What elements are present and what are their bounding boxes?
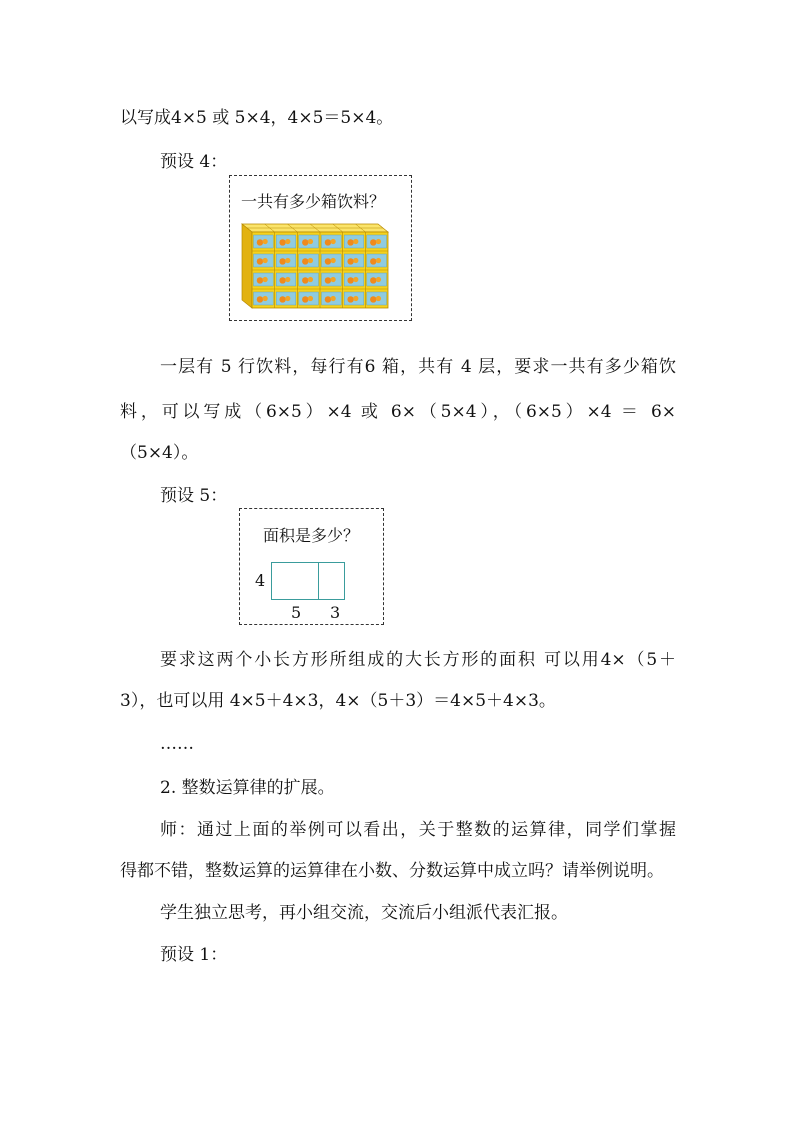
width-label-5: 5 [291,603,302,622]
paragraph-line-6: 师：通过上面的举例可以看出，关于整数的运算律，同学们掌握 [160,820,676,840]
preset-5-label: 预设 5： [160,486,228,506]
preset-1-label: 预设 1： [160,945,228,965]
paragraph-line-7: 得都不错，整数运算的运算律在小数、分数运算中成立吗？请举例说明。 [120,861,664,881]
rectangle-divider [318,563,319,599]
text-line-1: 以写成4×5 或 5×4，4×5＝5×4。 [120,108,394,128]
figure-5-frame [239,508,384,625]
side-length-label: 4 [255,571,266,590]
figure-5-question: 面积是多少？ [263,526,360,545]
preset-4-label: 预设 4： [160,152,228,172]
beverage-cases-illustration [240,220,390,312]
figure-4-frame [229,175,412,321]
paragraph-line-8: 学生独立思考，再小组交流，交流后小组派代表汇报。 [160,903,568,923]
figure-4-question: 一共有多少箱饮料？ [241,192,386,211]
ellipsis: …… [160,734,194,754]
large-rectangle [271,562,345,600]
width-label-3: 3 [330,603,341,622]
paragraph-line-1: 一层有 5 行饮料，每行有6 箱，共有 4 层，要求一共有多少箱饮 [160,357,676,377]
paragraph-line-5: 3），也可以用 4×5＋4×3，4×（5＋3）＝4×5＋4×3。 [120,691,556,711]
paragraph-line-4: 要求这两个小长方形所组成的大长方形的面积 可以用4×（5＋ [160,650,676,670]
paragraph-line-2: 料，可以写成（6×5）×4 或 6×（5×4），（6×5）×4 ＝ 6× [120,402,676,422]
paragraph-line-3: （5×4）。 [120,443,199,463]
section-heading-2: 2. 整数运算律的扩展。 [160,778,335,798]
